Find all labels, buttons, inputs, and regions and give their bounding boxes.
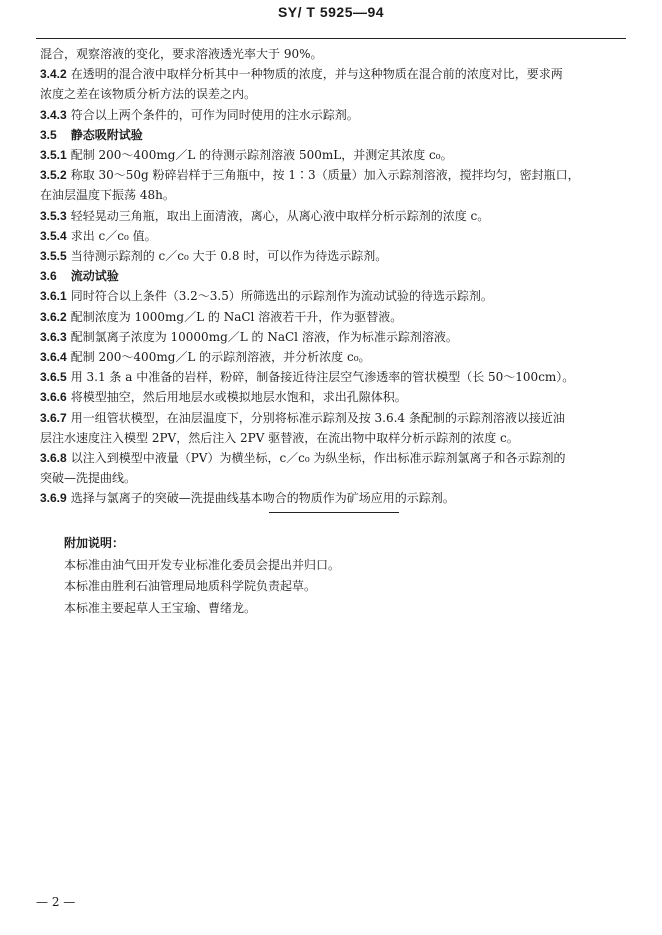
paragraph-line <box>40 64 624 84</box>
paragraph-line <box>40 387 624 407</box>
clause-number: 3.6 <box>40 269 57 284</box>
clause-text: 将模型抽空，然后用地层水或模拟地层水饱和，求出孔隙体积。 <box>70 390 407 405</box>
clause-number: 3.6.2 <box>40 309 67 324</box>
clause-number: 3.6.7 <box>40 410 67 425</box>
notes-title: 附加说明： <box>64 536 125 550</box>
paragraph-line <box>40 145 624 165</box>
paragraph-line <box>40 246 624 266</box>
clause-text: 轻轻晃动三角瓶，取出上面清液，离心，从离心液中取样分析示踪剂的浓度 c。 <box>70 208 490 223</box>
section-heading <box>40 125 624 145</box>
clause-text: 配制浓度为 1000mg／L 的 NaCl 溶液若干升，作为驱替液。 <box>70 309 403 324</box>
paragraph-line <box>40 468 624 488</box>
clause-text: 配制 200～400mg／L 的待测示踪剂溶液 500mL，并测定其浓度 c₀。 <box>70 148 453 163</box>
section-divider <box>269 512 399 513</box>
paragraph-line <box>40 428 624 448</box>
clause-text: 选择与氯离子的突破—洗提曲线基本吻合的物质作为矿场应用的示踪剂。 <box>70 491 455 506</box>
paragraph-line <box>40 448 624 468</box>
clause-text: 在油层温度下振荡 48h。 <box>40 188 175 203</box>
paragraph-line <box>40 84 624 104</box>
clause-number: 3.5.2 <box>40 168 67 183</box>
paragraph-line <box>40 327 624 347</box>
clause-text: 同时符合以上条件（3.2～3.5）所筛选出的示踪剂作为流动试验的待选示踪剂。 <box>70 289 493 304</box>
clause-text: 在透明的混合液中取样分析其中一种物质的浓度，并与这种物质在混合前的浓度对比，要求两 <box>70 67 563 82</box>
notes-item: 本标准由胜利石油管理局地质科学院负责起草。 <box>64 579 317 593</box>
clause-number: 3.6.8 <box>40 451 67 466</box>
clause-number: 3.6.5 <box>40 370 67 385</box>
clause-number: 3.5.1 <box>40 148 67 163</box>
clause-text: 以注入到模型中液量（PV）为横坐标，c／c₀ 为纵坐标，作出标准示踪剂氯离子和各示踪剂的 <box>70 451 566 466</box>
clause-number: 3.6.1 <box>40 289 67 304</box>
paragraph-line <box>40 286 624 306</box>
clause-number: 3.5.5 <box>40 249 67 264</box>
clause-number: 3.5.3 <box>40 208 67 223</box>
clause-number: 3.5 <box>40 127 57 142</box>
document-body <box>40 44 624 509</box>
notes-item: 本标准由油气田开发专业标准化委员会提出并归口。 <box>64 557 341 572</box>
paragraph-line <box>40 44 624 64</box>
paragraph-line <box>40 185 624 205</box>
clause-text: 用一组管状模型，在油层温度下，分别将标准示踪剂及按 3.6.4 条配制的示踪剂溶液以接近油 <box>70 410 565 425</box>
paragraph-line <box>40 408 624 428</box>
clause-text: 流动试验 <box>70 269 119 284</box>
page-number: — 2 — <box>36 895 76 909</box>
additional-notes <box>64 533 624 619</box>
clause-text: 称取 30～50g 粉碎岩样于三角瓶中，按 1∶3（质量）加入示踪剂溶液，搅拌均匀，密封瓶口， <box>70 168 580 183</box>
clause-text: 符合以上两个条件的，可作为同时使用的注水示踪剂。 <box>70 107 359 122</box>
notes-item: 本标准主要起草人王宝瑜、曹绪龙。 <box>64 600 257 615</box>
clause-text: 求出 c／c₀ 值。 <box>70 228 157 243</box>
paragraph-line <box>40 206 624 226</box>
clause-text: 浓度之差在该物质分析方法的误差之内。 <box>40 87 257 102</box>
clause-number: 3.4.2 <box>40 67 67 82</box>
paragraph-line <box>40 307 624 327</box>
clause-number: 3.6.3 <box>40 329 67 344</box>
clause-number: 3.4.3 <box>40 107 67 122</box>
clause-text: 突破—洗提曲线。 <box>40 471 137 486</box>
clause-text: 静态吸附试验 <box>70 127 143 142</box>
header-rule <box>36 38 626 39</box>
clause-text: 当待测示踪剂的 c／c₀ 大于 0.8 时，可以作为待选示踪剂。 <box>70 249 388 264</box>
paragraph-line <box>40 488 624 508</box>
clause-text: 层注水速度注入模型 2PV，然后注入 2PV 驱替液，在流出物中取样分析示踪剂的浓度 c。 <box>40 430 519 445</box>
clause-text: 配制 200～400mg／L 的示踪剂溶液，并分析浓度 c₀。 <box>70 350 371 365</box>
clause-number: 3.6.4 <box>40 350 67 365</box>
section-heading <box>40 266 624 286</box>
clause-text: 混合，观察溶液的变化，要求溶液透光率大于 90%。 <box>40 47 323 61</box>
clause-text: 用 3.1 条 a 中准备的岩样，粉碎，制备接近待注层空气渗透率的管状模型（长 50～100cm）。 <box>70 370 575 385</box>
clause-number: 3.6.6 <box>40 390 67 405</box>
paragraph-line <box>40 347 624 367</box>
clause-text: 配制氯离子浓度为 10000mg／L 的 NaCl 溶液，作为标准示踪剂溶液。 <box>70 329 458 344</box>
paragraph-line <box>40 105 624 125</box>
clause-number: 3.5.4 <box>40 228 67 243</box>
paragraph-line <box>40 226 624 246</box>
document-code-header: SY/ T 5925—94 <box>277 4 385 20</box>
paragraph-line <box>40 367 624 387</box>
clause-number: 3.6.9 <box>40 491 67 506</box>
paragraph-line <box>40 165 624 185</box>
